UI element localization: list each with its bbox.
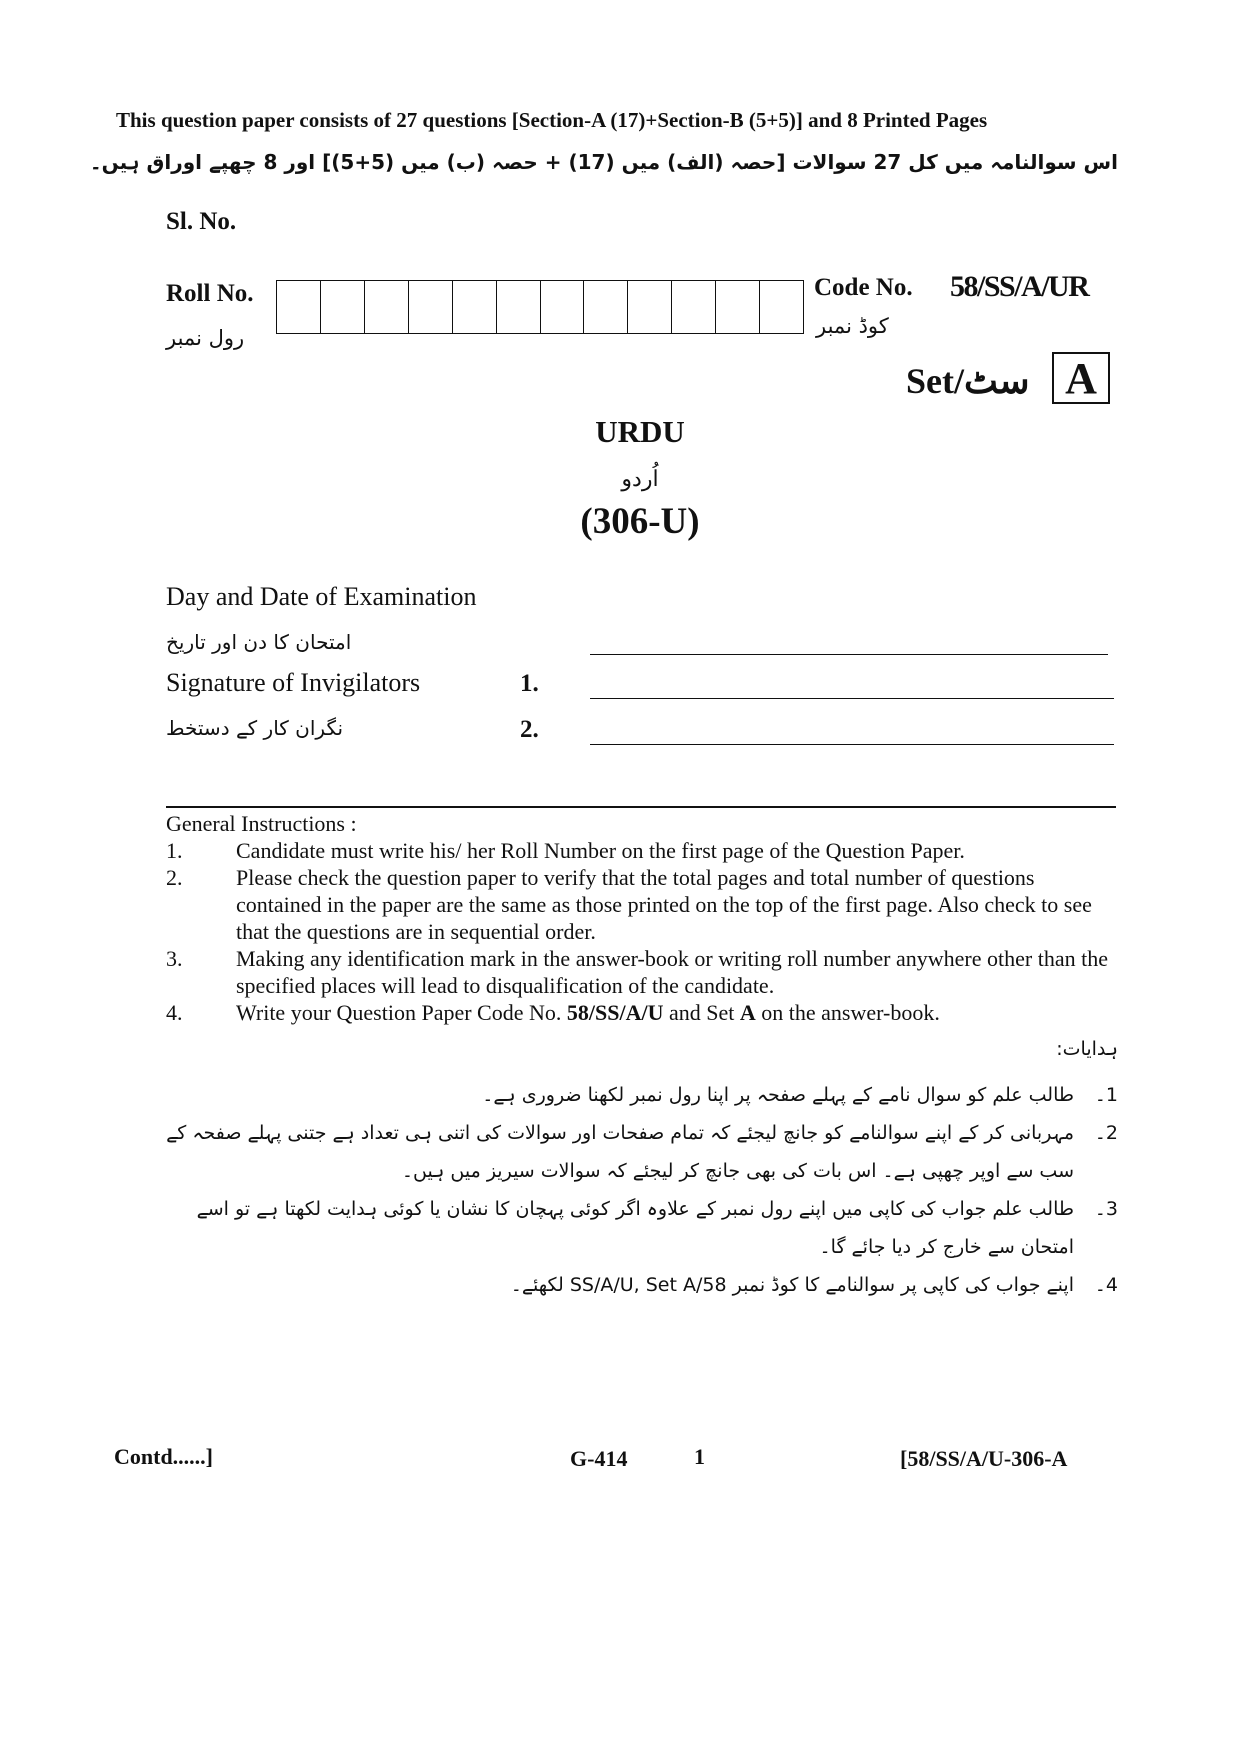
invigilator-signature-label-urdu: نگران کار کے دستخط [166,716,344,740]
instruction-item [166,864,1116,945]
instruction-number: 1. [166,838,183,863]
footer-paper-code: [58/SS/A/U-306-A [900,1446,1068,1471]
roll-number-box[interactable] [759,281,803,333]
instruction-text: Making any identification mark in the answer-book or writing roll number anywhere other than the specified places will lead to disqualification of the candidate. [236,946,1108,998]
set-inline: A [739,1000,756,1025]
roll-number-box[interactable] [496,281,540,333]
instruction-item [166,837,1116,864]
urdu-instruction-item [150,1076,1118,1114]
subject-title: URDU [595,414,685,449]
instructions-heading: General Instructions : [166,811,357,836]
urdu-instruction-number: 1۔ [1094,1084,1118,1106]
roll-number-box[interactable] [583,281,627,333]
invigilator-number-1: 1. [520,670,539,697]
roll-number-label: Roll No. [166,280,254,307]
roll-number-box[interactable] [408,281,452,333]
invigilator-signature-blank-1[interactable] [590,698,1114,699]
set-value-box: A [1052,352,1110,404]
roll-number-box[interactable] [715,281,759,333]
roll-number-box[interactable] [627,281,671,333]
roll-number-boxes[interactable] [276,280,804,334]
invigilator-number-2: 2. [520,716,539,743]
urdu-instruction-text: طالب علم جواب کی کاپی میں اپنے رول نمبر کے علاوہ اگر کوئی پہچان کا نشان یا کوئی ہدایت لکھتا ہے تو اسے امتحان سے خارج کر دیا جائے گا۔ [196,1198,1074,1258]
subject-title-urdu: اُردو [621,466,659,491]
roll-number-box[interactable] [320,281,364,333]
instruction-text-part: Write your Question Paper Code No. [236,1000,567,1025]
roll-number-box[interactable] [364,281,408,333]
footer-continued: Contd......] [114,1444,214,1469]
urdu-instruction-item [150,1266,1118,1304]
invigilator-signature-blank-2[interactable] [590,744,1114,745]
urdu-instruction-number: 3۔ [1094,1198,1118,1220]
exam-date-label-urdu: امتحان کا دن اور تاریخ [166,630,352,654]
urdu-instruction-item [150,1114,1118,1190]
exam-date-label: Day and Date of Examination [166,582,477,611]
header-english: This question paper consists of 27 questions [Section-A (17)+Section-B (5+5)] and 8 Printed Pages [116,108,988,132]
instruction-text: Please check the question paper to verify that the total pages and total number of questions contained in the paper are the same as those printed on the top of the first page. Also check to see that the questions are in sequential order. [236,865,1092,944]
footer-series: G-414 [570,1446,628,1471]
instruction-text-part: on the answer-book. [755,1000,940,1025]
roll-number-box[interactable] [277,281,320,333]
instruction-text-part: and Set [663,1000,740,1025]
instruction-item [166,945,1116,999]
set-label: Set/سٹ [906,361,1030,401]
general-instructions [166,810,1116,1026]
serial-number-label: Sl. No. [166,208,237,235]
instruction-item [166,999,1116,1026]
footer-page-number: 1 [694,1444,705,1469]
code-number-value: 58/SS/A/UR [950,270,1089,303]
code-number-label: Code No. [814,274,913,301]
urdu-instructions-heading: ہدایات: [1056,1038,1118,1060]
urdu-instructions [150,1076,1118,1304]
instruction-text [236,999,1116,1026]
roll-number-label-urdu: رول نمبر [166,326,245,350]
subject-code: (306-U) [580,501,700,542]
instruction-number: 4. [166,1000,183,1025]
paper-code-inline: 58/SS/A/U [566,1000,664,1025]
code-number-label-urdu: کوڈ نمبر [816,314,889,338]
urdu-instruction-item [150,1190,1118,1266]
instruction-text: Candidate must write his/ her Roll Number on the first page of the Question Paper. [236,838,965,863]
roll-number-box[interactable] [540,281,584,333]
header-urdu: اس سوالنامہ میں کل 27 سوالات [حصہ (الف) میں (17) + حصہ (ب) میں (5+5)] اور 8 چھپے اوراق ہیں۔ [89,150,1118,174]
roll-number-box[interactable] [671,281,715,333]
invigilator-signature-label: Signature of Invigilators [166,668,421,697]
roll-number-box[interactable] [452,281,496,333]
urdu-instruction-text: مہربانی کر کے اپنے سوالنامے کو جانچ لیجئے کہ تمام صفحات اور سوالات کی اتنی ہی تعداد ہے جتنی پہلے صفحہ کے سب سے اوپر چھپی ہے۔ اس بات کی بھی جانچ کر لیجئے کہ سوالات سیریز میں ہیں۔ [166,1122,1074,1182]
instruction-number: 3. [166,946,183,971]
section-divider [166,806,1116,808]
urdu-instruction-number: 2۔ [1094,1122,1118,1144]
instruction-number: 2. [166,865,183,890]
urdu-instruction-text: طالب علم کو سوال نامے کے پہلے صفحہ پر اپنا رول نمبر لکھنا ضروری ہے۔ [482,1084,1074,1106]
urdu-instruction-text: اپنے جواب کی کاپی پر سوالنامے کا کوڈ نمبر 58/SS/A/U, Set A لکھئے۔ [510,1274,1074,1296]
urdu-instruction-number: 4۔ [1094,1274,1118,1296]
exam-date-blank[interactable] [590,654,1108,655]
